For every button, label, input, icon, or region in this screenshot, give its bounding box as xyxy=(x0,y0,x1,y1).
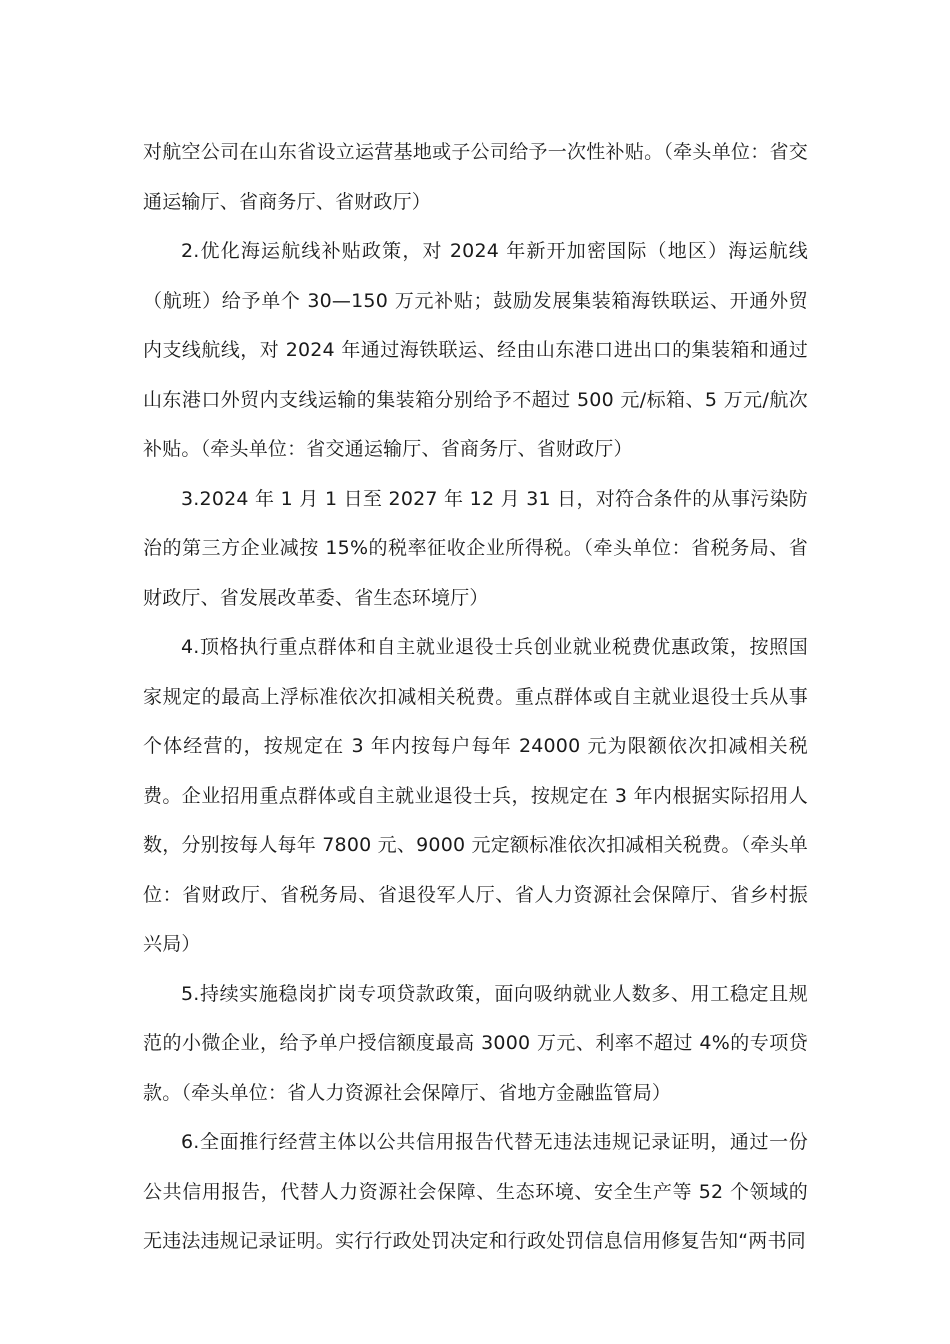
paragraph-item-5 xyxy=(143,970,808,1119)
paragraph-item-3 xyxy=(143,475,808,624)
line: 班）给予单个 30—150 万元补贴；鼓励发展集装箱海铁联运、开通外贸内支线 xyxy=(143,289,808,361)
line: 交通运输厅、省商务厅、省财政厅） xyxy=(143,141,808,213)
line: 法违规记录证明。实行行政处罚决定和行政处罚信息信用修复告知“两书同 xyxy=(181,1230,806,1252)
paragraph-item-6 xyxy=(143,1118,808,1267)
line: 4.顶格执行重点群体和自主就业退役士兵创业就业税费优惠政策，按照国家 xyxy=(143,636,808,708)
paragraph-item-4 xyxy=(143,623,808,970)
line: （牵头单位：省人力资源社会保障厅、省地方金融监管局） xyxy=(181,1081,672,1104)
line: 6.全面推行经营主体以公共信用报告代替无违法违规记录证明，通过一份公 xyxy=(143,1131,808,1203)
paragraph-item-2 xyxy=(143,227,808,475)
line: 别按每人每年 7800 元、9000 元定额标准依次扣减相关税费。（牵头单位：省 xyxy=(143,834,808,906)
line: 2.优化海运航线补贴政策，对 2024 年新开加密国际（地区）海运航线（航 xyxy=(143,240,808,312)
line: 3.2024 年 1 月 1 日至 2027 年 12 月 31 日，对符合条件的从事污染防治的 xyxy=(143,487,808,559)
line: 业招用重点群体或自主就业退役士兵，按规定在 3 年内根据实际招用人数，分 xyxy=(143,784,808,856)
line: 口外贸内支线运输的集装箱分别给予不超过 500 元/标箱、5 万元/航次补贴。 xyxy=(143,388,808,460)
paragraph-continuation xyxy=(143,128,808,227)
line: 航线，对 2024 年通过海铁联运、经由山东港口进出口的集装箱和通过山东港 xyxy=(143,339,809,411)
line: 对航空公司在山东省设立运营基地或子公司给予一次性补贴。（牵头单位：省 xyxy=(143,141,789,163)
line: （牵头单位：省交通运输厅、省商务厅、省财政厅） xyxy=(200,438,633,460)
line: 5.持续实施稳岗扩岗专项贷款政策，面向吸纳就业人数多、用工稳定且规范 xyxy=(143,982,808,1054)
line: 体经营的，按规定在 3 年内按每户每年 24000 元为限额依次扣减相关税费。企 xyxy=(143,735,809,807)
line: 财政厅、省税务局、省退役军人厅、省人力资源社会保障厅、省乡村振兴局） xyxy=(143,883,809,955)
line: 第三方企业减按 15%的税率征收企业所得税。（牵头单位：省税务局、省财政 xyxy=(143,537,808,609)
line: 共信用报告，代替人力资源社会保障、生态环境、安全生产等 52 个领域的无违 xyxy=(143,1180,809,1252)
line: 规定的最高上浮标准依次扣减相关税费。重点群体或自主就业退役士兵从事个 xyxy=(143,685,808,757)
document-body xyxy=(143,128,808,1267)
line: 的小微企业，给予单户授信额度最高 3000 万元、利率不超过 4%的专项贷款。 xyxy=(143,1032,808,1104)
line: 厅、省发展改革委、省生态环境厅） xyxy=(181,586,489,609)
